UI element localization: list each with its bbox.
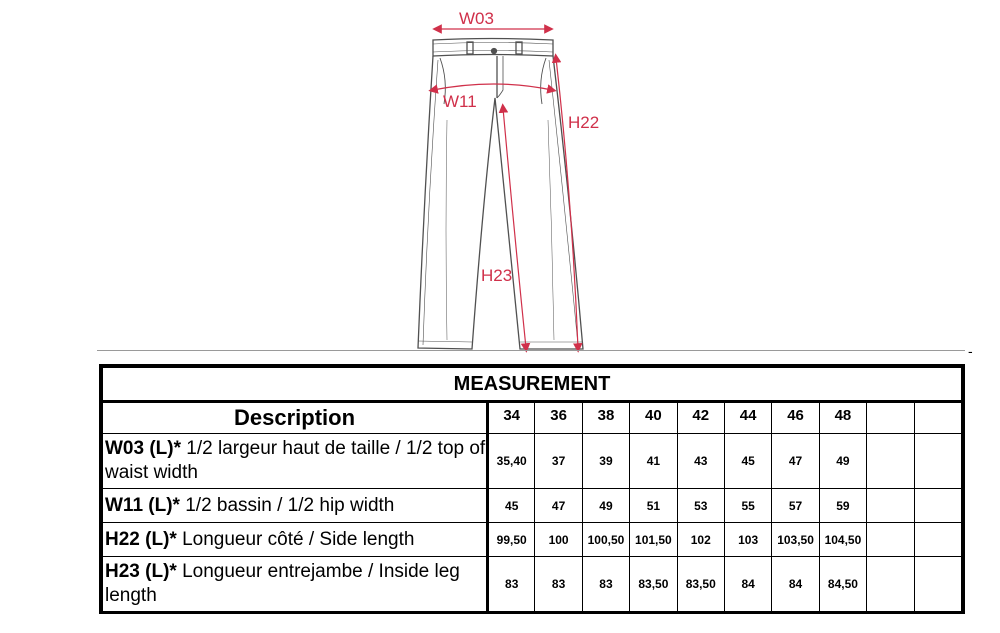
table-cell: 84: [772, 557, 819, 612]
table-cell: 83: [488, 557, 535, 612]
table-cell: 83: [582, 557, 629, 612]
size-header: 48: [819, 402, 866, 434]
measure-text: 1/2 largeur haut de taille / 1/2 top of waist width: [105, 438, 486, 483]
size-header: 38: [582, 402, 629, 434]
table-cell: 49: [819, 434, 866, 489]
table-cell: 83: [535, 557, 582, 612]
table-cell: 83,50: [677, 557, 724, 612]
table-row: [103, 434, 962, 489]
h22-measure-line: [556, 58, 578, 348]
measure-code: H23 (L)*: [105, 561, 177, 582]
measure-text: 1/2 bassin / 1/2 hip width: [179, 494, 395, 516]
table-cell: 51: [630, 489, 677, 523]
table-cell: [867, 489, 914, 523]
table-cell: 104,50: [819, 523, 866, 557]
table-row: [103, 523, 962, 557]
measure-code: H22 (L)*: [105, 528, 177, 550]
table-cell: 57: [772, 489, 819, 523]
w03-label: W03: [459, 9, 494, 28]
size-header: 46: [772, 402, 819, 434]
h23-label: H23: [481, 266, 513, 285]
row-description: [103, 557, 488, 612]
table-cell: [914, 557, 961, 612]
table-cell: 39: [582, 434, 629, 489]
row-description: [103, 489, 488, 523]
measure-code: W03 (L)*: [105, 438, 181, 459]
table-cell: 59: [819, 489, 866, 523]
size-header: 36: [535, 402, 582, 434]
table-cell: 84,50: [819, 557, 866, 612]
measure-code: W11 (L)*: [105, 494, 180, 516]
table-cell: 99,50: [488, 523, 535, 557]
size-header: 40: [630, 402, 677, 434]
table-cell: 53: [677, 489, 724, 523]
table-cell: 100,50: [582, 523, 629, 557]
table-cell: 103: [724, 523, 771, 557]
table-row: [103, 557, 962, 612]
row-description: [103, 523, 488, 557]
size-header: 42: [677, 402, 724, 434]
stray-dash: -: [968, 343, 973, 359]
table-cell: [867, 557, 914, 612]
row-description: [103, 434, 488, 489]
table-cell: [914, 523, 961, 557]
table-cell: 84: [724, 557, 771, 612]
measurement-table: [99, 364, 965, 614]
measure-text: Longueur côté / Side length: [176, 528, 415, 550]
trousers-outline: [418, 39, 583, 350]
table-cell: 49: [582, 489, 629, 523]
measurement-lines: [433, 29, 578, 348]
table-cell: 47: [535, 489, 582, 523]
size-header-row: [103, 402, 962, 434]
measure-text: Longueur entrejambe / Inside leg length: [105, 561, 460, 606]
table-cell: 45: [488, 489, 535, 523]
table-cell: 35,40: [488, 434, 535, 489]
table-cell: 37: [535, 434, 582, 489]
table-cell: [867, 434, 914, 489]
size-header: [867, 402, 914, 434]
size-header: [914, 402, 961, 434]
w11-measure-line: [433, 84, 552, 90]
table-cell: [867, 523, 914, 557]
table-cell: 103,50: [772, 523, 819, 557]
w11-label: W11: [443, 92, 477, 111]
table-cell: 47: [772, 434, 819, 489]
size-header: 34: [488, 402, 535, 434]
table-title: MEASUREMENT: [103, 368, 962, 402]
h23-measure-line: [503, 108, 526, 348]
h22-label: H22: [568, 113, 600, 132]
table-cell: 100: [535, 523, 582, 557]
table-cell: 102: [677, 523, 724, 557]
size-header: 44: [724, 402, 771, 434]
table-cell: 45: [724, 434, 771, 489]
table-cell: 101,50: [630, 523, 677, 557]
table-cell: 41: [630, 434, 677, 489]
table-cell: [914, 489, 961, 523]
description-header: Description: [103, 402, 488, 434]
separator-line: [97, 350, 965, 351]
table-cell: 83,50: [630, 557, 677, 612]
table-cell: [914, 434, 961, 489]
table-cell: 43: [677, 434, 724, 489]
table-row: [103, 489, 962, 523]
table-cell: 55: [724, 489, 771, 523]
table-title-row: [103, 368, 962, 402]
